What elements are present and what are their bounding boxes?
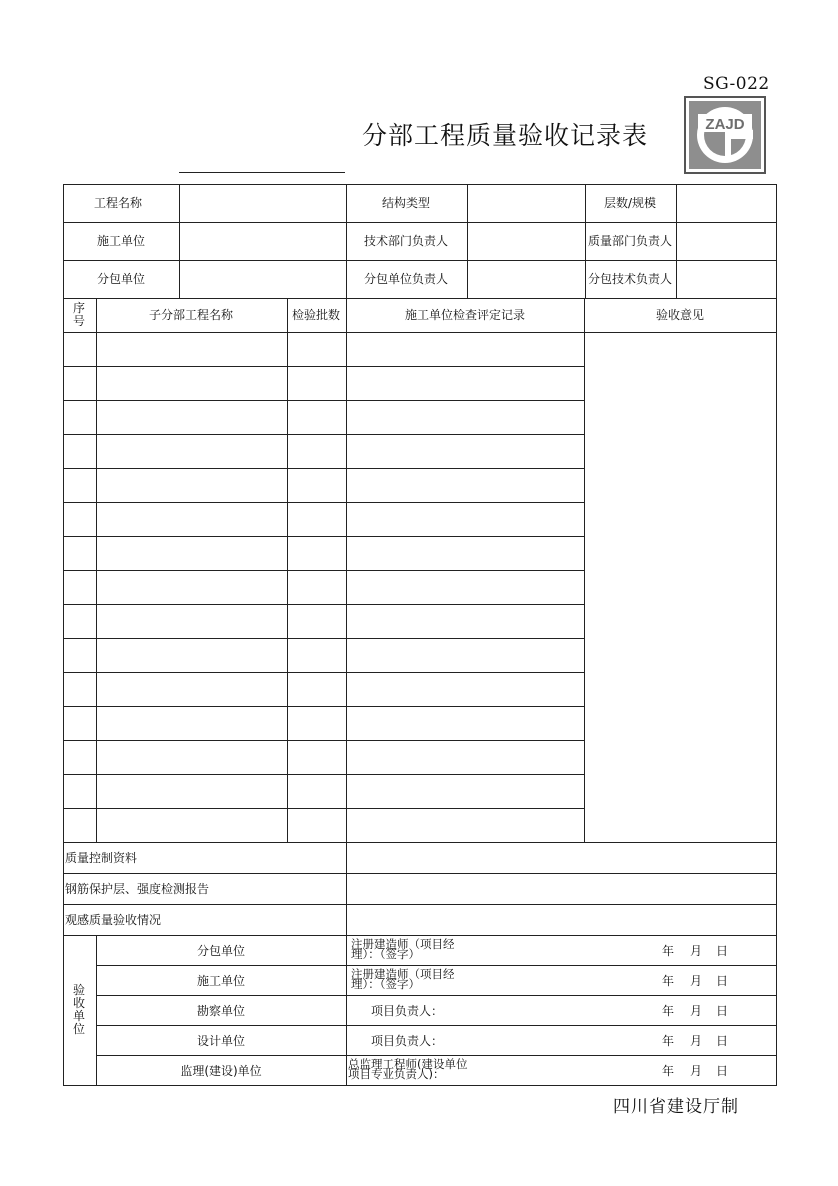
date-month: 月 — [689, 1004, 703, 1018]
date-year: 年 — [661, 1064, 675, 1078]
acceptance-unit-construction: 施工单位 — [196, 974, 246, 988]
date-month: 月 — [689, 974, 703, 988]
inspection-record-header: 施工单位检查评定记录 — [404, 308, 526, 322]
acceptance-unit-design: 设计单位 — [196, 1034, 246, 1048]
date-year: 年 — [661, 944, 675, 958]
acceptance-unit-survey: 勘察单位 — [196, 1004, 246, 1018]
acceptance-unit-supervision: 监理(建设)单位 — [180, 1064, 262, 1078]
signature-label-subcontractor: 注册建造师（项目经理）：（签字） — [351, 937, 455, 961]
page-title: 分部工程质量验收记录表 — [362, 121, 649, 150]
quality-dept-head-label: 质量部门负责人 — [587, 234, 673, 248]
date-day: 日 — [715, 944, 729, 958]
quality-control-docs-label: 质量控制资料 — [65, 851, 138, 865]
date-day: 日 — [715, 1004, 729, 1018]
tech-dept-head-label: 技术部门负责人 — [363, 234, 449, 248]
structure-type-label: 结构类型 — [381, 196, 431, 210]
rebar-strength-report-label: 钢筋保护层、强度检测报告 — [65, 882, 210, 896]
signature-label-construction: 注册建造师（项目经理）：（签字） — [351, 967, 455, 991]
signature-label-design: 项目负责人： — [371, 1034, 444, 1048]
project-name-label: 工程名称 — [93, 196, 143, 210]
subcontractor-head-label: 分包单位负责人 — [363, 272, 449, 286]
floors-scale-label: 层数/规模 — [603, 196, 657, 210]
subcontractor-tech-head-label: 分包技术负责人 — [587, 272, 673, 286]
batch-count-header: 检验批数 — [291, 308, 341, 322]
seq-header: 序号 — [72, 301, 85, 328]
date-day: 日 — [715, 1064, 729, 1078]
date-month: 月 — [689, 944, 703, 958]
issuer-footer: 四川省建设厅制 — [613, 1097, 739, 1117]
acceptance-unit-subcontractor: 分包单位 — [196, 944, 246, 958]
sub-division-name-header: 子分部工程名称 — [148, 308, 234, 322]
signature-label-survey: 项目负责人： — [371, 1004, 444, 1018]
appearance-quality-label: 观感质量验收情况 — [65, 913, 162, 927]
form-code: SG-022 — [703, 74, 770, 94]
date-year: 年 — [661, 1004, 675, 1018]
date-month: 月 — [689, 1034, 703, 1048]
construction-unit-label: 施工单位 — [96, 234, 146, 248]
signature-label-supervision: 总监理工程师(建设单位项目专业负责人)： — [348, 1057, 468, 1081]
acceptance-opinion-header: 验收意见 — [655, 308, 705, 322]
date-year: 年 — [661, 974, 675, 988]
subcontractor-label: 分包单位 — [96, 272, 146, 286]
acceptance-units-label: 验收单位 — [72, 983, 85, 1036]
date-month: 月 — [689, 1064, 703, 1078]
date-day: 日 — [715, 1034, 729, 1048]
date-day: 日 — [715, 974, 729, 988]
logo-text: ZAJD — [705, 116, 745, 133]
date-year: 年 — [661, 1034, 675, 1048]
